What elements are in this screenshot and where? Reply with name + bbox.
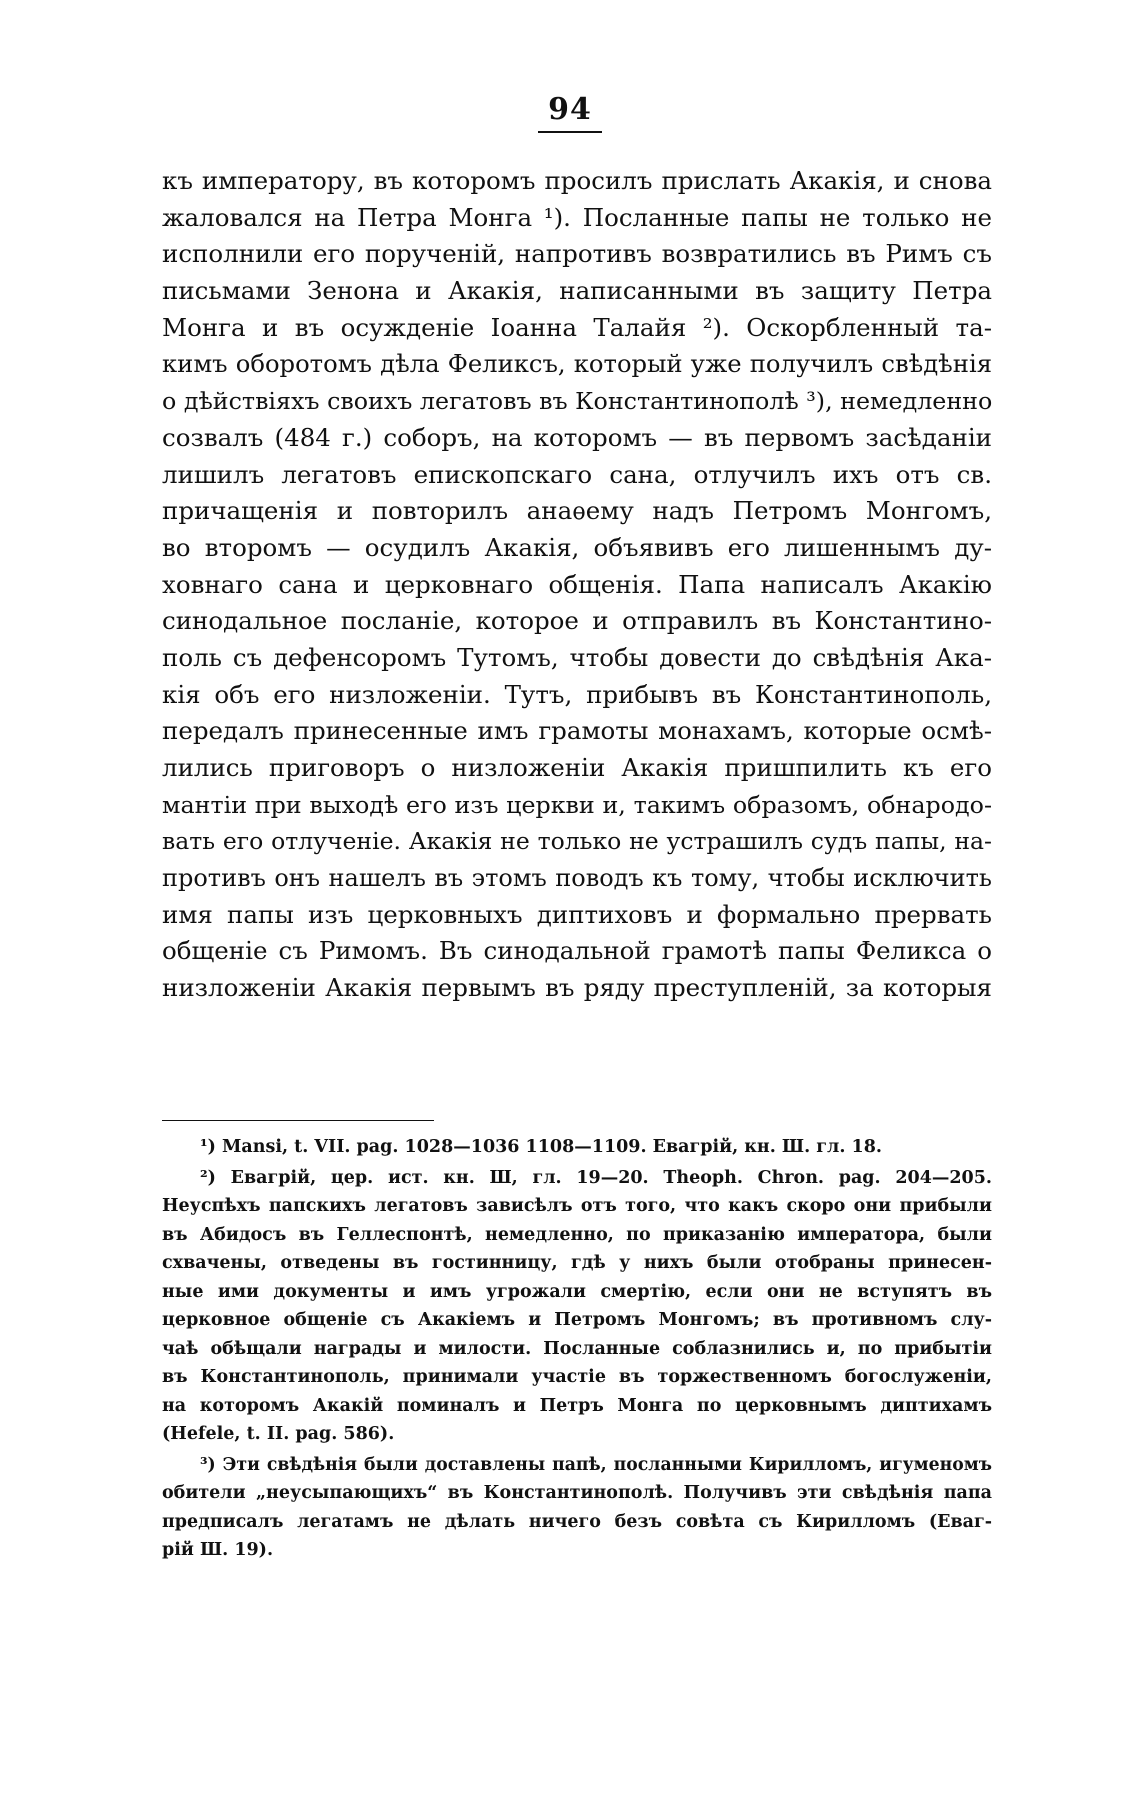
text-line: письмами Зенона и Акакія, написанными въ защиту Петра	[162, 276, 992, 306]
footnote-line: чаѣ обѣщали награды и милости. Посланные соблазнились и, по прибытіи	[162, 1338, 992, 1359]
footnote-line: схвачены, отведены въ гостинницу, гдѣ у нихъ были отобраны принесен-	[162, 1253, 992, 1273]
text-line: мантіи при выходѣ его изъ церкви и, такимъ образомъ, обнародо-	[162, 790, 992, 819]
footnote-line: ¹) Mansi, t. VII. pag. 1028—1036 1108—1109. Евагрій, кн. Ш. гл. 18.	[200, 1137, 882, 1157]
footnote-line: въ Абидосъ въ Геллеспонтѣ, немедленно, по приказанію императора, были	[162, 1224, 992, 1245]
footnote-line: ные ими документы и имъ угрожали смертію, если они не вступятъ въ	[162, 1281, 992, 1302]
text-line: передалъ принесенные имъ грамоты монахамъ, которые осмѣ-	[162, 716, 992, 746]
text-line: вать его отлученіе. Акакія не только не устрашилъ судъ папы, на-	[162, 827, 992, 856]
footnote-line: на которомъ Акакій поминалъ и Петръ Монга по церковнымъ диптихамъ	[162, 1395, 992, 1416]
text-line: поль съ дефенсоромъ Тутомъ, чтобы довести до свѣдѣнія Ака-	[162, 642, 992, 672]
text-line: созвалъ (484 г.) соборъ, на которомъ — въ первомъ засѣданіи	[162, 422, 992, 452]
text-line: низложеніи Акакія первымъ въ ряду преступленій, за которыя	[162, 973, 992, 1003]
text-line: синодальное посланіе, которое и отправилъ въ Константино-	[162, 606, 992, 636]
footnote-line: (Hefele, t. II. pag. 586).	[162, 1424, 395, 1444]
text-line: кимъ оборотомъ дѣла Феликсъ, который уже получилъ свѣдѣнія	[162, 349, 992, 379]
footnote-line: рій Ш. 19).	[162, 1540, 274, 1560]
main-text	[162, 163, 992, 1007]
footnote-line: Неуспѣхъ папскихъ легатовъ зависѣлъ отъ того, что какъ скоро они прибыли	[162, 1196, 992, 1216]
footnote-2	[162, 1164, 992, 1449]
text-line: во второмъ — осудилъ Акакія, объявивъ его лишеннымъ ду-	[162, 532, 992, 562]
text-line: исполнили его порученій, напротивъ возвратились въ Римъ съ	[162, 239, 992, 269]
text-line: ховнаго сана и церковнаго общенія. Папа написалъ Акакію	[162, 569, 992, 599]
footnote-line: предписалъ легатамъ не дѣлать ничего безъ совѣта съ Кирилломъ (Еваг-	[162, 1511, 992, 1532]
text-line: кія объ его низложеніи. Тутъ, прибывъ въ Константинополь,	[162, 679, 992, 709]
text-line: жаловался на Петра Монга ¹). Посланные папы не только не	[162, 202, 992, 232]
text-line: Монга и въ осужденіе Іоанна Талайя ²). Оскорбленный та-	[162, 312, 992, 342]
footnote-1	[162, 1133, 992, 1162]
page-number: 94	[0, 92, 1140, 133]
footnotes	[162, 1133, 992, 1565]
text-line: имя папы изъ церковныхъ диптиховъ и формально прервать	[162, 899, 992, 929]
footnote-line: ²) Евагрій, цер. ист. кн. Ш, гл. 19—20. Theoph. Chron. pag. 204—205.	[200, 1167, 992, 1188]
footnote-line: ³) Эти свѣдѣнія были доставлены папѣ, посланными Кирилломъ, игуменомъ	[200, 1454, 992, 1475]
footnote-line: въ Константинополь, принимали участіе въ торжественномъ богослуженіи,	[162, 1367, 992, 1387]
text-line: лишилъ легатовъ епископскаго сана, отлучилъ ихъ отъ св.	[162, 459, 992, 489]
text-line: о дѣйствіяхъ своихъ легатовъ въ Константинополѣ ³), немедленно	[162, 387, 992, 416]
footnote-line: обители „неусыпающихъ“ въ Константинополѣ. Получивъ эти свѣдѣнія папа	[162, 1483, 992, 1503]
text-line: къ императору, въ которомъ просилъ прислать Акакія, и снова	[162, 166, 992, 195]
text-line: причащенія и повторилъ анаѳему надъ Петромъ Монгомъ,	[162, 496, 992, 526]
text-line: общеніе съ Римомъ. Въ синодальной грамотѣ папы Феликса о	[162, 936, 992, 966]
footnote-divider	[162, 1120, 434, 1121]
text-line: лились приговоръ о низложеніи Акакія пришпилить къ его	[162, 753, 992, 782]
footnote-3	[162, 1451, 992, 1565]
footnote-line: церковное общеніе съ Акакіемъ и Петромъ Монгомъ; въ противномъ слу-	[162, 1310, 992, 1330]
text-line: противъ онъ нашелъ въ этомъ поводъ къ тому, чтобы исключить	[162, 864, 992, 893]
